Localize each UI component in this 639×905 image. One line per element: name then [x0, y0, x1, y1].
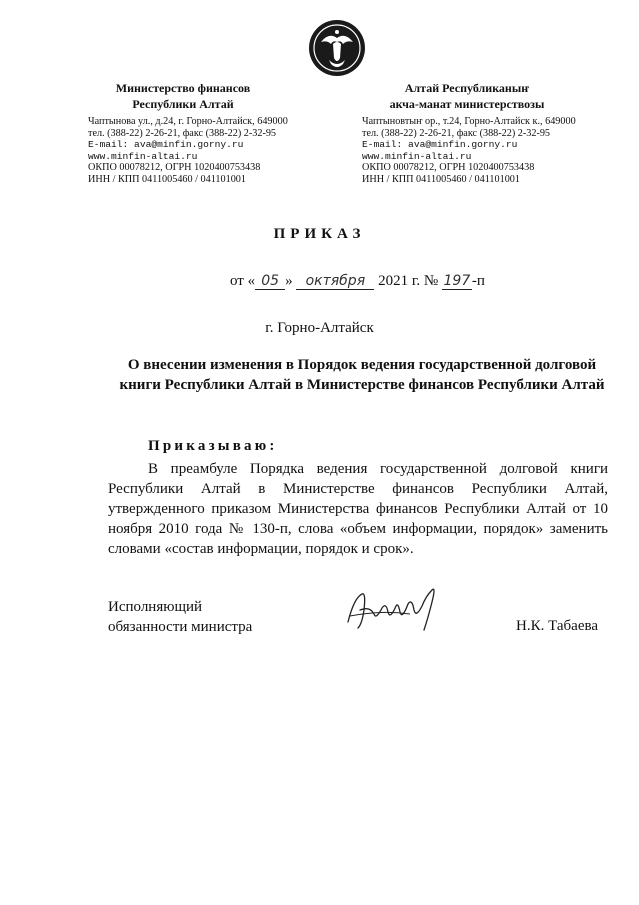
signatory-name: Н.К. Табаева	[516, 618, 599, 634]
header-right-inn: ИНН / КПП 0411005460 / 041101001	[362, 173, 520, 185]
order-prefix: от «	[230, 273, 256, 289]
header-left-address: Чаптынова ул., д.24, г. Горно-Алтайск, 649000	[88, 116, 288, 127]
order-suffix: -п	[471, 273, 485, 289]
document-city: г. Горно-Алтайск	[265, 320, 374, 336]
header-right-org	[362, 80, 572, 112]
handwritten-signature-icon	[340, 580, 455, 640]
header-right-contacts	[362, 116, 576, 186]
header-left-contacts	[88, 116, 288, 186]
header-right-org-line2: акча-манат министерствозы	[389, 97, 545, 111]
signatory-title-line1: Исполняющий	[108, 599, 203, 615]
document-subject: О внесении изменения в Порядок ведения государственной долговой книги Республики Алтай в Министерстве финансов Республики Алтай	[119, 357, 605, 393]
order-verb: Приказываю:	[148, 438, 278, 454]
order-month: октября	[296, 273, 374, 290]
header-left-org	[88, 80, 278, 112]
order-day: 05	[255, 273, 285, 290]
header-right-email: E-mail: ava@minfin.gorny.ru	[362, 139, 518, 151]
header-right-org-line1: Алтай Республиканыҥ	[404, 81, 530, 95]
header-right-website: www.minfin-altai.ru	[362, 150, 472, 162]
header-left-org-line1: Министерство финансов	[115, 81, 251, 95]
order-date-number	[230, 273, 485, 290]
header-left-okpo: ОКПО 00078212, ОГРН 1020400753438	[88, 162, 261, 174]
header-left-email: E-mail: ava@minfin.gorny.ru	[88, 139, 244, 151]
order-year: 2021 г. №	[378, 273, 439, 289]
header-right-okpo: ОКПО 00078212, ОГРН 1020400753438	[362, 162, 535, 174]
header-right-phone: тел. (388-22) 2-26-21, факс (388-22) 2-32-95	[362, 127, 551, 139]
order-number: 197	[443, 273, 471, 289]
order-quote-close: »	[285, 273, 293, 289]
header-right-address: Чаптыновтыҥ ор., т.24, Горно-Алтайск к., 649000	[362, 116, 576, 127]
document-body: В преамбуле Порядка ведения государственной долговой книги Республики Алтай в Министерстве финансов Республики Алтай, утвержденного приказом Министерства финансов Республики Алтай от 10 ноября 2010 года № 130-п, слова «объем информации, порядок» заменить словами «состав информации, порядок и срок».	[108, 461, 608, 557]
coat-of-arms-emblem-icon	[307, 18, 367, 78]
document-title: ПРИКАЗ	[273, 226, 366, 242]
header-left-org-line2: Республики Алтай	[132, 97, 234, 111]
signatory-title	[108, 597, 252, 637]
header-left-inn: ИНН / КПП 0411005460 / 041101001	[88, 173, 246, 185]
header-left-website: www.minfin-altai.ru	[88, 150, 198, 162]
header-left-phone: тел. (388-22) 2-26-21, факс (388-22) 2-32-95	[88, 127, 277, 139]
signatory-title-line2: обязанности министра	[108, 619, 253, 635]
